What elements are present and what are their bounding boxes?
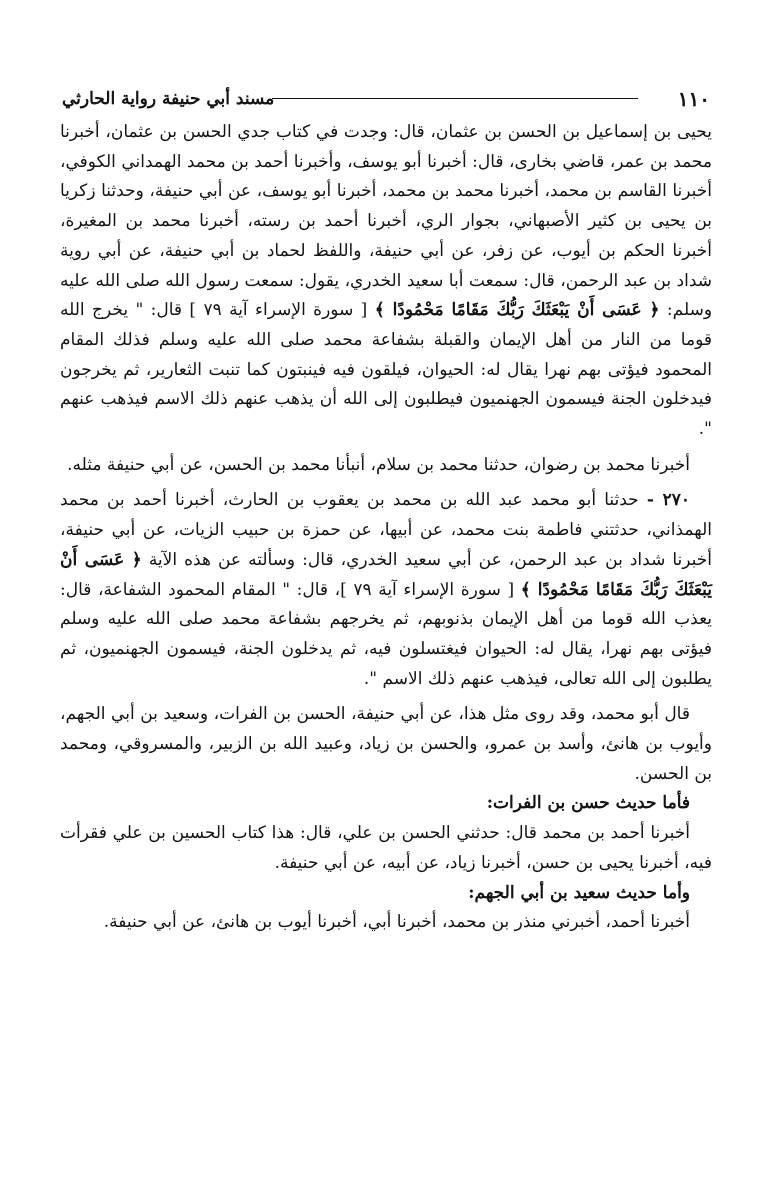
paragraph-text: قال أبو محمد، وقد روى مثل هذا، عن أبي حنيفة، الحسن بن الفرات، وسعيد بن أبي الجهم، وأيوب بن هانئ، وأسد بن عمرو، والحسن بن زياد، وعبيد الله بن الزبير، والمسروقي، ومحمد بن الحسن. — [60, 704, 712, 784]
paragraph-text: [ سورة الإسراء آية ٧٩ ] قال: " يخرج الله قوما من النار من أهل الإيمان والقبلة بشفاعة محمد صلى الله عليه وسلم فذلك المقام المحمود فيؤتى بهم نهرا يقال له: الحيوان، فيلقون فيه فينبتون كما تنبت الثعارير، ثم يخرجون فيدخلون الجنة فيسمون الجهنميون فيطلبون إلى الله أن يذهب عنهم ذلك الاسم فيذهب عنهم ". — [60, 300, 712, 440]
paragraph-text: أخبرنا أحمد بن محمد قال: حدثني الحسن بن علي، قال: هذا كتاب الحسين بن علي فقرأت فيه، أخبرنا يحيى بن حسن، أخبرنا زياد، عن أبيه، عن أبي حنيفة. — [60, 823, 712, 873]
page-header — [62, 84, 710, 114]
paragraph-hadith-270 — [60, 486, 712, 694]
header-rule — [272, 98, 638, 99]
paragraph-text: يحيى بن إسماعيل بن الحسن بن عثمان، قال: وجدت في كتاب جدي الحسن بن عثمان، أخبرنا محمد بن عمر، قاضي بخارى، قال: أخبرنا أبو يوسف، وأخبرنا أحمد بن محمد الهمداني الكوفي، أخبرنا القاسم بن محمد، أخبرنا محمد بن محمد، أخبرنا أبو يوسف، عن أبي حنيفة، وحدثنا زكريا بن يحيى بن كثير الأصبهاني، بجوار الري، أخبرنا أحمد بن رسته، أخبرنا محمد بن المغيرة، أخبرنا الحكم بن أيوب، عن زفر، عن أبي حنيفة، واللفظ لحماد بن أبي حنيفة، عن أبي روية شداد بن عبد الرحمن، قال: سمعت أبا سعيد الخدري، يقول: سمعت رسول الله صلى الله عليه وسلم: — [60, 122, 713, 321]
page-body — [60, 118, 712, 938]
paragraph-narrators — [60, 700, 712, 789]
section-heading: فأما حديث حسن بن الفرات: — [486, 793, 690, 814]
running-title: مسند أبي حنيفة رواية الحارثي — [62, 89, 275, 109]
paragraph-isnad-continued — [60, 118, 712, 445]
paragraph-text: أخبرنا محمد بن رضوان، حدثنا محمد بن سلام، أنبأنا محمد بن الحسن، عن أبي حنيفة مثله. — [67, 454, 690, 475]
quran-verse: ﴿ عَسَى أَنْ يَبْعَثَكَ رَبُّكَ مَقَامًا مَحْمُودًا ﴾ — [60, 549, 713, 600]
paragraph-chain — [60, 819, 712, 878]
paragraph-chain — [60, 908, 712, 938]
hadith-number: ٢٧٠ - — [646, 490, 690, 511]
paragraph-alt-chain — [60, 451, 712, 481]
quran-verse: ﴿ عَسَى أَنْ يَبْعَثَكَ رَبُّكَ مَقَامًا مَحْمُودًا ﴾ — [374, 300, 660, 321]
section-heading: وأما حديث سعيد بن أبي الجهم: — [468, 882, 690, 903]
paragraph-text: أخبرنا أحمد، أخبرني منذر بن محمد، أخبرنا أبي، أخبرنا أيوب بن هانئ، عن أبي حنيفة. — [103, 912, 690, 933]
paragraph-text: حدثنا أبو محمد عبد الله بن محمد بن يعقوب بن الحارث، أخبرنا أحمد بن محمد الهمذاني، حدثتني فاطمة بنت محمد، عن أبيها، عن حمزة بن حبيب الزيات، عن أبي حنيفة، أخبرنا شداد بن عبد الرحمن، عن أبي سعيد الخدري، قال: وسألته عن هذه الآية — [60, 490, 713, 570]
page-number: ١١٠ — [677, 87, 710, 111]
paragraph-text: [ سورة الإسراء آية ٧٩ ]، قال: " المقام المحمود الشفاعة، قال: يعذب الله قوما من أهل الإيمان بذنوبهم، ثم يخرجهم بشفاعة محمد صلى الله عليه وسلم فيؤتى بهم نهرا، يقال له: الحيوان فيغتسلون فيه، ثم يدخلون الجنة، فيسمون الجهنميون، ثم يطلبون إلى الله تعالى، فيذهب عنهم ذلك الاسم ". — [60, 579, 712, 689]
